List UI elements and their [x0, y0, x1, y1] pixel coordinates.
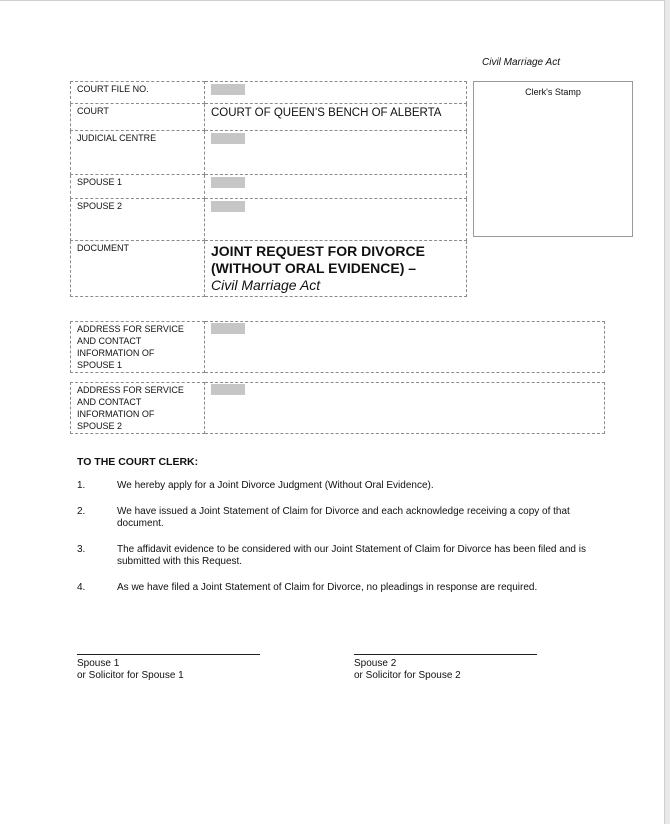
- document-label: DOCUMENT: [71, 241, 205, 297]
- item-number: 3.: [77, 543, 86, 555]
- spouse2-cell: [205, 199, 467, 241]
- address-spouse1-label-line3: INFORMATION OF: [77, 348, 155, 358]
- judicial-centre-label: JUDICIAL CENTRE: [71, 131, 205, 175]
- address-spouse1-cell: [205, 322, 605, 373]
- to-court-clerk-heading: TO THE COURT CLERK:: [77, 456, 199, 468]
- address-spouse2-label-line3: INFORMATION OF: [77, 409, 155, 419]
- court-cell: [205, 104, 467, 131]
- spouse1-cell: [205, 175, 467, 199]
- request-item: [77, 544, 597, 569]
- item-number: 2.: [77, 505, 86, 517]
- address-spouse2-label-line4: SPOUSE 2: [77, 421, 123, 431]
- court-file-no-label: COURT FILE NO.: [71, 82, 205, 104]
- court-file-no-field[interactable]: [211, 84, 245, 95]
- signature-spouse2[interactable]: [354, 654, 537, 682]
- item-text: As we have filed a Joint Statement of Claim for Divorce, no pleadings in response are required.: [117, 581, 538, 593]
- address-spouse1-label-line1: ADDRESS FOR SERVICE: [77, 324, 184, 334]
- spouse1-field[interactable]: [211, 177, 245, 188]
- item-text: We hereby apply for a Joint Divorce Judgment (Without Oral Evidence).: [117, 480, 434, 491]
- item-number: 1.: [77, 480, 86, 491]
- request-item: [77, 480, 597, 493]
- court-name: COURT OF QUEEN’S BENCH OF ALBERTA: [211, 107, 442, 119]
- address-spouse2-table: [70, 382, 605, 434]
- spouse2-field[interactable]: [211, 201, 245, 212]
- address-spouse2-cell: [205, 383, 605, 434]
- act-header: Civil Marriage Act: [482, 57, 560, 68]
- spouse2-label: SPOUSE 2: [71, 199, 205, 241]
- judicial-centre-field[interactable]: [211, 133, 245, 144]
- address-spouse1-label-line2: AND CONTACT: [77, 336, 142, 346]
- address-spouse2-field[interactable]: [211, 384, 245, 395]
- signature-spouse2-line1: Spouse 2: [354, 658, 397, 669]
- request-item: [77, 506, 597, 531]
- document-cell: [205, 241, 467, 297]
- address-spouse2-label-line2: AND CONTACT: [77, 397, 142, 407]
- signature-spouse1-line2: or Solicitor for Spouse 1: [77, 670, 184, 681]
- signature-spouse1-line1: Spouse 1: [77, 658, 120, 669]
- document-subtitle: Civil Marriage Act: [211, 277, 321, 293]
- clerk-stamp-box: [473, 81, 633, 237]
- request-item: [77, 582, 597, 595]
- document-title-line1: JOINT REQUEST FOR DIVORCE: [211, 243, 425, 259]
- address-spouse2-label: [71, 383, 205, 434]
- item-text: We have issued a Joint Statement of Claim for Divorce and each acknowledge receiving a copy of that document.: [117, 505, 570, 529]
- document-title-line2: (WITHOUT ORAL EVIDENCE) –: [211, 260, 417, 276]
- clerk-stamp-label: Clerk's Stamp: [525, 87, 581, 97]
- request-items: [77, 480, 597, 594]
- judicial-centre-cell: [205, 131, 467, 175]
- address-spouse1-label: [71, 322, 205, 373]
- address-spouse2-label-line1: ADDRESS FOR SERVICE: [77, 385, 184, 395]
- court-info-table: [70, 81, 467, 297]
- signature-spouse1[interactable]: [77, 654, 260, 682]
- address-spouse1-label-line4: SPOUSE 1: [77, 360, 123, 370]
- address-spouse1-field[interactable]: [211, 323, 245, 334]
- spouse1-label: SPOUSE 1: [71, 175, 205, 199]
- signature-spouse2-line2: or Solicitor for Spouse 2: [354, 670, 461, 681]
- court-label: COURT: [71, 104, 205, 131]
- address-spouse1-table: [70, 321, 605, 373]
- item-number: 4.: [77, 581, 86, 593]
- item-text: The affidavit evidence to be considered with our Joint Statement of Claim for Divorce has been filed and is submitted with this Request.: [117, 543, 586, 567]
- court-file-no-cell: [205, 82, 467, 104]
